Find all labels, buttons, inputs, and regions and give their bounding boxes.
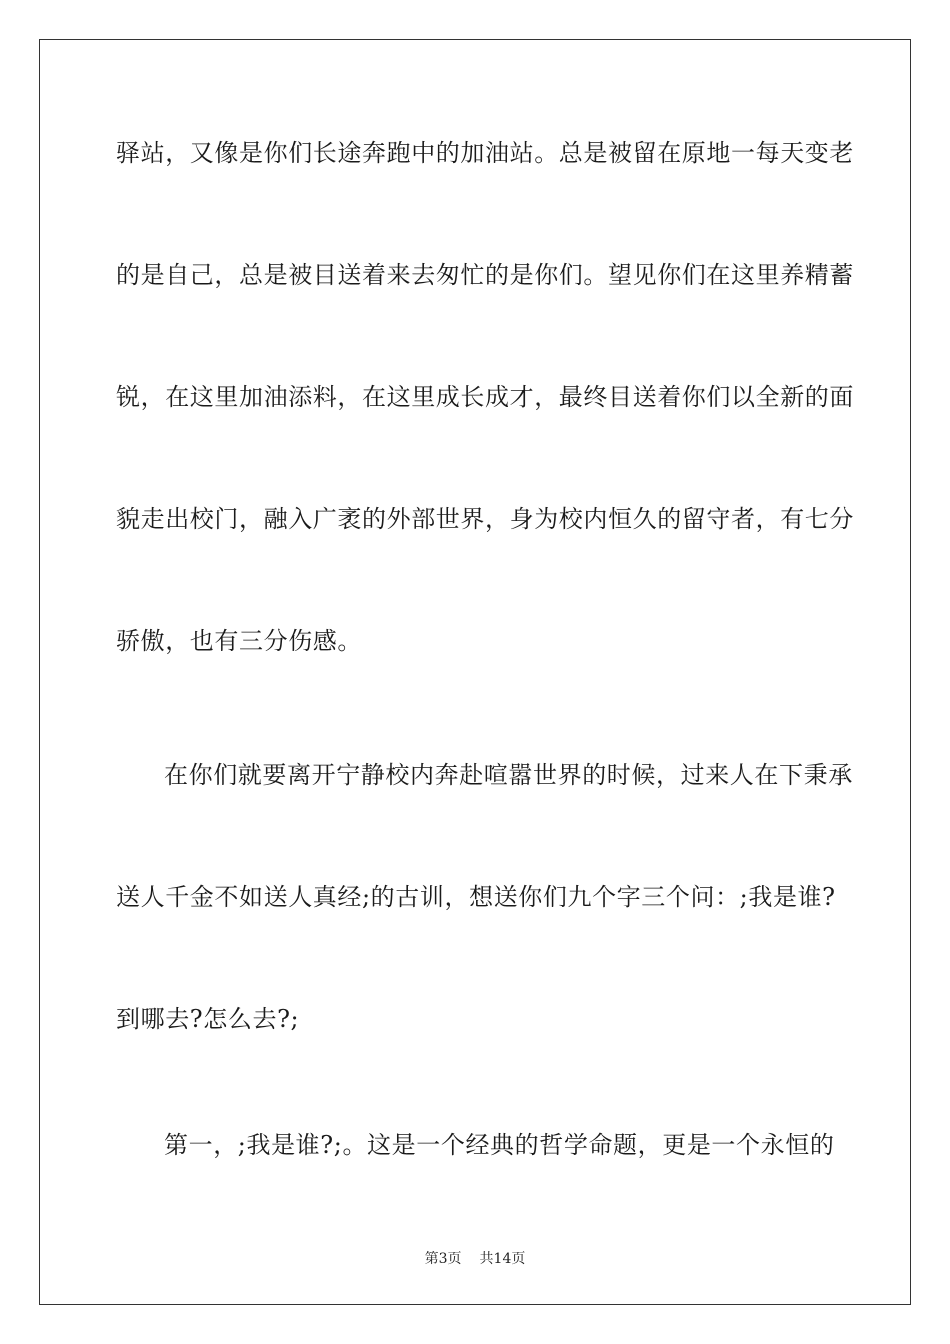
text-line-6: 在你们就要离开宁静校内奔赴喧嚣世界的时候，过来人在下秉承 bbox=[164, 761, 853, 789]
page-footer bbox=[0, 1248, 950, 1268]
page-total: 共14页 bbox=[479, 1251, 526, 1267]
text-line-1: 驿站，又像是你们长途奔跑中的加油站。总是被留在原地一每天变老 bbox=[116, 139, 854, 167]
text-line-3: 锐，在这里加油添料，在这里成长成才，最终目送着你们以全新的面 bbox=[116, 383, 854, 411]
text-line-8: 到哪去?怎么去?; bbox=[116, 1005, 300, 1033]
text-line-7: 送人千金不如送人真经;的古训，想送你们九个字三个问：;我是谁? bbox=[116, 883, 836, 911]
text-line-4: 貌走出校门，融入广袤的外部世界，身为校内恒久的留守者，有七分 bbox=[116, 505, 854, 533]
text-line-5: 骄傲，也有三分伤感。 bbox=[116, 627, 362, 655]
text-line-9: 第一，;我是谁?;。这是一个经典的哲学命题，更是一个永恒的 bbox=[164, 1131, 835, 1159]
page-border bbox=[39, 39, 911, 1305]
text-line-2: 的是自己，总是被目送着来去匆忙的是你们。望见你们在这里养精蓄 bbox=[116, 261, 854, 289]
page-number: 第3页 bbox=[424, 1251, 462, 1267]
